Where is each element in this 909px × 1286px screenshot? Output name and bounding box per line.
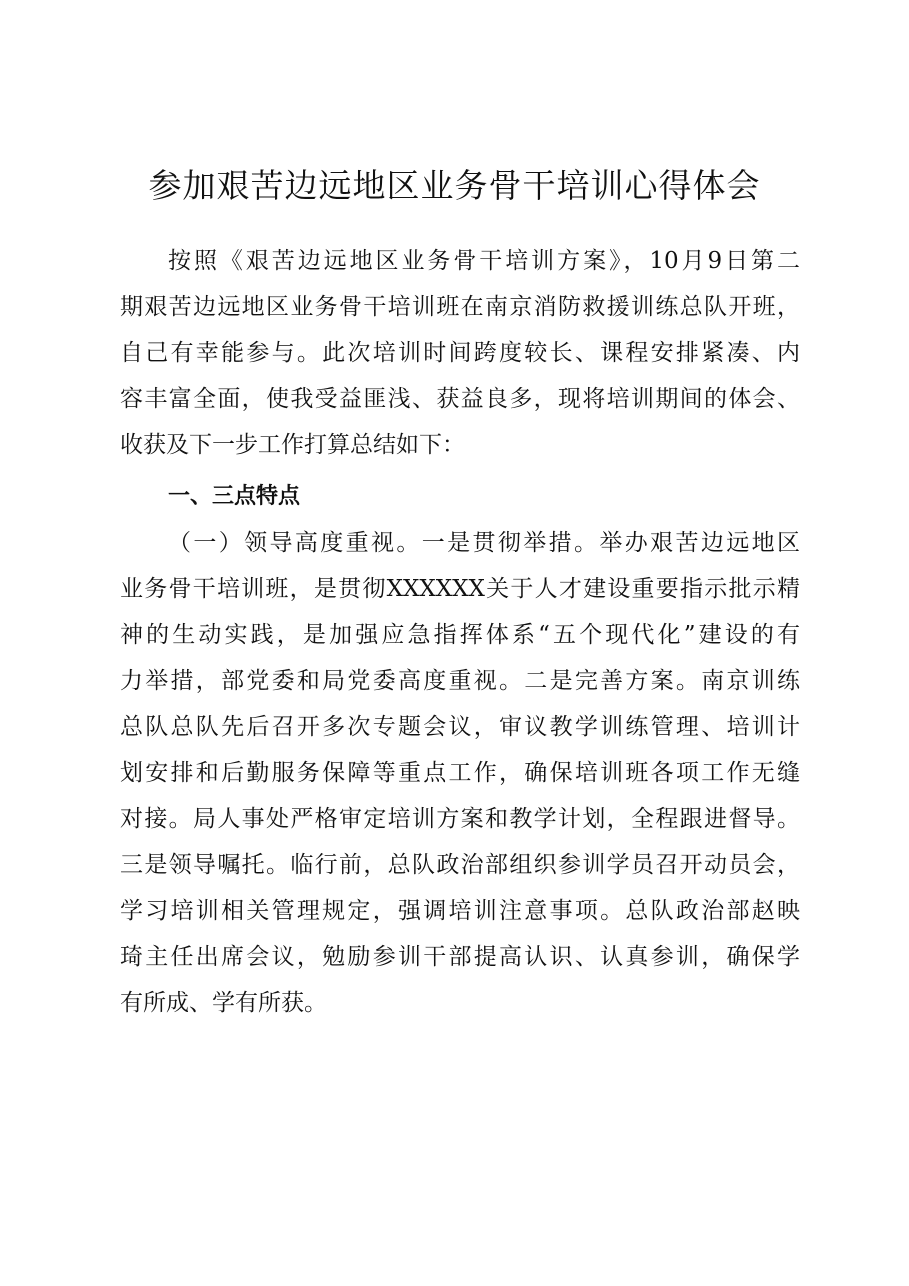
- paragraph-line: 业务骨干培训班，是贯彻XXXXXX关于人才建设重要指示批示精: [120, 576, 800, 602]
- paragraph-line: 按照《艰苦边远地区业务骨干培训方案》，10月9日第二: [168, 248, 800, 274]
- paragraph-line: 学习培训相关管理规定，强调培训注意事项。总队政治部赵映: [120, 898, 800, 924]
- section-heading-container: [120, 474, 800, 520]
- paragraph-line: 琦主任出席会议，勉励参训干部提高认识、认真参训，确保学: [120, 944, 800, 970]
- paragraph-line: 收获及下一步工作打算总结如下：: [120, 432, 465, 458]
- paragraph-line: 三是领导嘱托。临行前，总队政治部组织参训学员召开动员会，: [120, 852, 800, 878]
- paragraph-intro: [120, 238, 800, 468]
- paragraph-line: （一）领导高度重视。一是贯彻举措。举办艰苦边远地区: [168, 530, 800, 556]
- paragraph-line: 期艰苦边远地区业务骨干培训班在南京消防救援训练总队开班，: [120, 294, 800, 320]
- paragraph-line: 划安排和后勤服务保障等重点工作，确保培训班各项工作无缝: [120, 760, 800, 786]
- paragraph-line: 自己有幸能参与。此次培训时间跨度较长、课程安排紧凑、内: [120, 340, 800, 366]
- paragraph-line: 力举措，部党委和局党委高度重视。二是完善方案。南京训练: [120, 668, 800, 694]
- paragraph-line: 神的生动实践，是加强应急指挥体系“五个现代化”建设的有: [120, 622, 800, 648]
- paragraph-line: 有所成、学有所获。: [120, 990, 327, 1016]
- paragraph-line: 容丰富全面，使我受益匪浅、获益良多，现将培训期间的体会、: [120, 386, 800, 412]
- document-title: 参加艰苦边远地区业务骨干培训心得体会: [148, 166, 761, 205]
- paragraph-line: 对接。局人事处严格审定培训方案和教学计划，全程跟进督导。: [120, 806, 800, 832]
- paragraph-leadership: [120, 520, 800, 1026]
- section-heading: 一、三点特点: [168, 484, 301, 509]
- paragraph-line: 总队总队先后召开多次专题会议，审议教学训练管理、培训计: [120, 714, 800, 740]
